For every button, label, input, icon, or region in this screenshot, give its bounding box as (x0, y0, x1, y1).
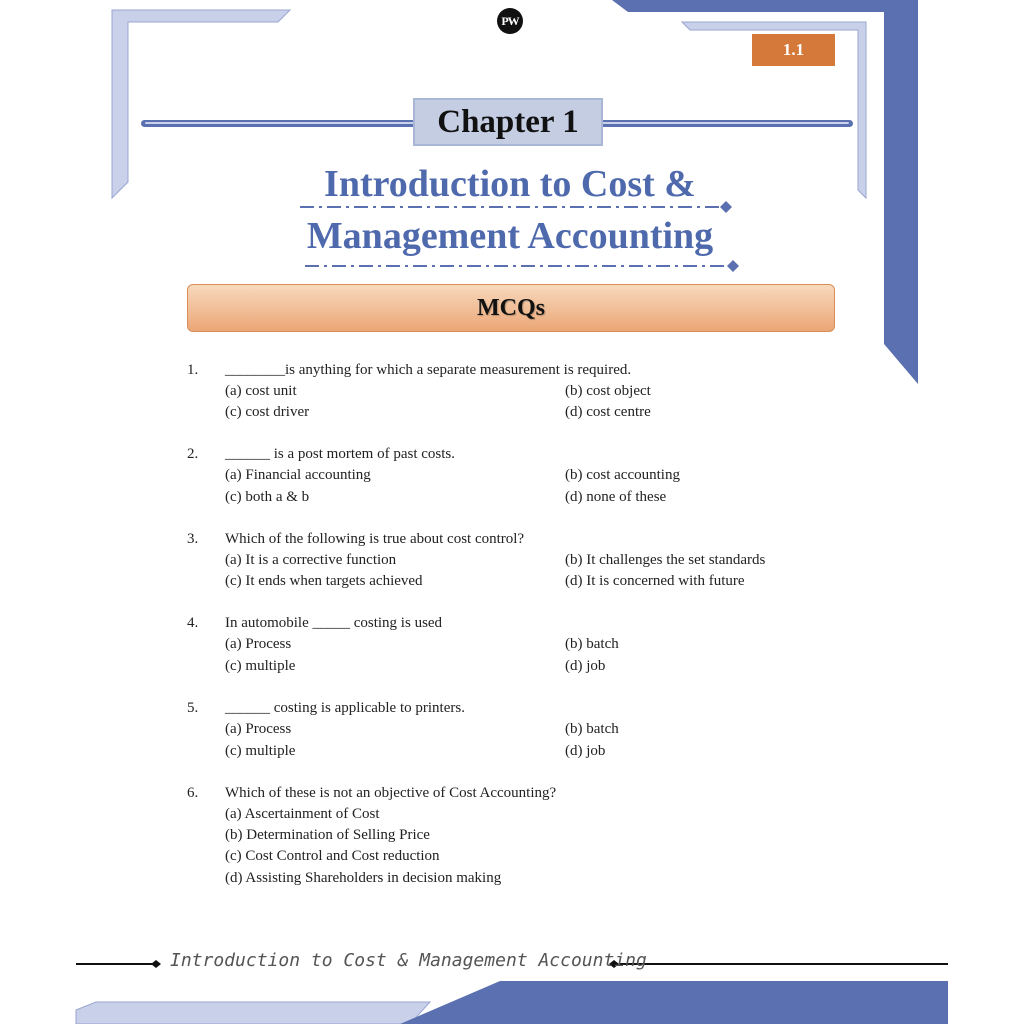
option-b: (b) Determination of Selling Price (225, 827, 430, 843)
option-b: (b) batch (565, 721, 619, 737)
question-number: 1. (187, 362, 199, 378)
publisher-logo: PW (497, 8, 523, 34)
question-number: 2. (187, 446, 199, 462)
option-c: (c) multiple (225, 743, 296, 759)
option-a: (a) Process (225, 721, 292, 737)
option-b: (b) cost accounting (565, 467, 680, 483)
option-a: (a) Process (225, 636, 292, 652)
question-text: ________is anything for which a separate measurement is required. (225, 362, 632, 378)
question-number: 4. (187, 615, 199, 631)
option-d: (d) cost centre (565, 404, 651, 420)
chapter-title-line-1: Introduction to Cost & (324, 163, 696, 205)
option-c: (c) Cost Control and Cost reduction (225, 848, 440, 864)
option-c: (c) multiple (225, 658, 296, 674)
question-text: ______ is a post mortem of past costs. (225, 446, 455, 462)
option-c: (c) It ends when targets achieved (225, 573, 423, 589)
question-number: 6. (187, 785, 199, 801)
question-text: Which of these is not an objective of Cost Accounting? (225, 785, 557, 801)
option-a: (a) Financial accounting (225, 467, 371, 483)
option-c: (c) both a & b (225, 489, 310, 505)
option-b: (b) cost object (565, 383, 651, 399)
option-d: (d) It is concerned with future (565, 573, 745, 589)
page-number-badge: 1.1 (752, 34, 835, 66)
running-footer: Introduction to Cost & Management Accounting (170, 950, 647, 971)
option-d: (d) job (565, 743, 606, 759)
option-b: (b) It challenges the set standards (565, 552, 766, 568)
question-text: Which of the following is true about cost control? (225, 531, 525, 547)
option-a: (a) It is a corrective function (225, 552, 397, 568)
option-a: (a) cost unit (225, 383, 297, 399)
chapter-title-line-2: Management Accounting (306, 215, 714, 257)
question-text: ______ costing is applicable to printers. (225, 700, 465, 716)
option-d: (d) Assisting Shareholders in decision making (225, 870, 502, 886)
option-b: (b) batch (565, 636, 619, 652)
option-c: (c) cost driver (225, 404, 310, 420)
section-heading-mcqs: MCQs (187, 284, 835, 332)
chapter-label: Chapter 1 (413, 98, 603, 146)
question-number: 3. (187, 531, 199, 547)
option-a: (a) Ascertainment of Cost (225, 806, 380, 822)
question-text: In automobile _____ costing is used (225, 615, 443, 631)
option-d: (d) job (565, 658, 606, 674)
option-d: (d) none of these (565, 489, 667, 505)
question-number: 5. (187, 700, 199, 716)
